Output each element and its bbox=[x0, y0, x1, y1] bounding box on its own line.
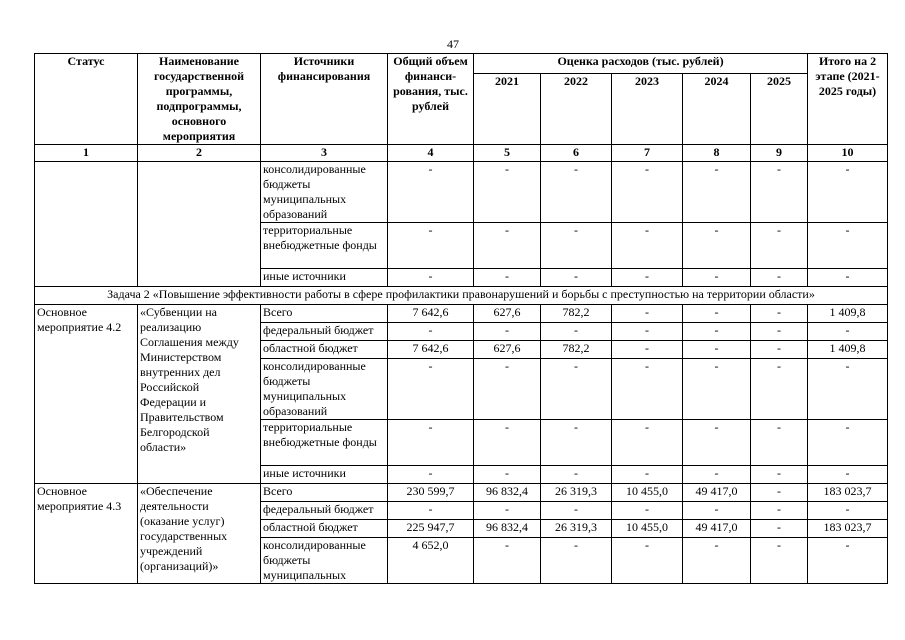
name-cell-empty bbox=[138, 162, 261, 287]
col-index: 7 bbox=[612, 145, 683, 162]
task-title: Задача 2 «Повышение эффективности работы в сфере профилактики правонарушений и борьбы с преступностью на территории области» bbox=[35, 287, 888, 305]
value-cell: 782,2 bbox=[541, 341, 612, 359]
value-cell: - bbox=[683, 305, 751, 323]
value-cell: 7 642,6 bbox=[388, 341, 474, 359]
value-cell: - bbox=[751, 484, 808, 502]
value-cell: - bbox=[808, 323, 888, 341]
col-year: 2025 bbox=[751, 74, 808, 145]
value-cell: - bbox=[808, 420, 888, 466]
col-index: 8 bbox=[683, 145, 751, 162]
task-row bbox=[35, 287, 888, 305]
value-cell: - bbox=[808, 359, 888, 420]
value-cell: 1 409,8 bbox=[808, 305, 888, 323]
source-cell: иные источники bbox=[261, 466, 388, 484]
value-cell: - bbox=[474, 269, 541, 287]
value-cell: - bbox=[612, 305, 683, 323]
value-cell: - bbox=[541, 323, 612, 341]
source-cell: областной бюджет bbox=[261, 341, 388, 359]
measure-status: Основное мероприятие 4.2 bbox=[35, 305, 138, 484]
col-year: 2024 bbox=[683, 74, 751, 145]
value-cell: - bbox=[751, 359, 808, 420]
page-number: 47 bbox=[447, 37, 459, 51]
col-stage-total: Итого на 2 этапе (2021-2025 годы) bbox=[808, 54, 888, 145]
value-cell: 49 417,0 bbox=[683, 484, 751, 502]
value-cell: - bbox=[808, 502, 888, 520]
column-index-row bbox=[35, 145, 888, 162]
measure-name: «Обеспечение деятельности (оказание услуг) государственных учреждений (организаций)» bbox=[138, 484, 261, 584]
value-cell: 26 319,3 bbox=[541, 484, 612, 502]
value-cell: - bbox=[474, 538, 541, 584]
value-cell: - bbox=[612, 223, 683, 269]
value-cell: - bbox=[474, 466, 541, 484]
value-cell: - bbox=[474, 359, 541, 420]
col-estimate: Оценка расходов (тыс. рублей) bbox=[474, 54, 808, 74]
value-cell: - bbox=[751, 520, 808, 538]
value-cell: - bbox=[683, 323, 751, 341]
col-year: 2022 bbox=[541, 74, 612, 145]
source-cell: иные источники bbox=[261, 269, 388, 287]
value-cell: - bbox=[808, 162, 888, 223]
col-index: 4 bbox=[388, 145, 474, 162]
table-row bbox=[35, 305, 888, 323]
value-cell: - bbox=[388, 323, 474, 341]
budget-table bbox=[34, 53, 888, 584]
value-cell: - bbox=[751, 420, 808, 466]
value-cell: - bbox=[751, 341, 808, 359]
col-index: 3 bbox=[261, 145, 388, 162]
col-index: 9 bbox=[751, 145, 808, 162]
value-cell: - bbox=[808, 538, 888, 584]
value-cell: 1 409,8 bbox=[808, 341, 888, 359]
source-cell: Всего bbox=[261, 305, 388, 323]
value-cell: - bbox=[751, 223, 808, 269]
col-program-name: Наименование государственной программы, подпрограммы, основного мероприятия bbox=[138, 54, 261, 145]
measure-status: Основное мероприятие 4.3 bbox=[35, 484, 138, 584]
value-cell: - bbox=[683, 162, 751, 223]
value-cell: - bbox=[808, 466, 888, 484]
col-index: 5 bbox=[474, 145, 541, 162]
value-cell: - bbox=[388, 502, 474, 520]
value-cell: - bbox=[474, 223, 541, 269]
value-cell: - bbox=[751, 502, 808, 520]
value-cell: - bbox=[388, 420, 474, 466]
value-cell: 4 652,0 bbox=[388, 538, 474, 584]
col-status: Статус bbox=[35, 54, 138, 145]
value-cell: - bbox=[541, 538, 612, 584]
value-cell: 7 642,6 bbox=[388, 305, 474, 323]
value-cell: - bbox=[683, 466, 751, 484]
value-cell: - bbox=[541, 223, 612, 269]
value-cell: 183 023,7 bbox=[808, 520, 888, 538]
value-cell: - bbox=[541, 162, 612, 223]
source-cell: территориальные внебюджетные фонды bbox=[261, 223, 388, 269]
value-cell: - bbox=[474, 502, 541, 520]
value-cell: 10 455,0 bbox=[612, 484, 683, 502]
value-cell: - bbox=[683, 223, 751, 269]
col-total-volume: Общий объем финанси-рования, тыс. рублей bbox=[388, 54, 474, 145]
col-sources: Источники финансирования bbox=[261, 54, 388, 145]
value-cell: 627,6 bbox=[474, 305, 541, 323]
status-cell-empty bbox=[35, 162, 138, 287]
value-cell: - bbox=[541, 502, 612, 520]
value-cell: 225 947,7 bbox=[388, 520, 474, 538]
value-cell: - bbox=[474, 162, 541, 223]
col-year: 2023 bbox=[612, 74, 683, 145]
source-cell: консолидированные бюджеты муниципальных образований bbox=[261, 162, 388, 223]
value-cell: - bbox=[612, 359, 683, 420]
value-cell: 26 319,3 bbox=[541, 520, 612, 538]
value-cell: - bbox=[541, 269, 612, 287]
value-cell: - bbox=[541, 359, 612, 420]
source-cell: федеральный бюджет bbox=[261, 502, 388, 520]
value-cell: - bbox=[474, 323, 541, 341]
value-cell: 96 832,4 bbox=[474, 484, 541, 502]
value-cell: - bbox=[751, 466, 808, 484]
value-cell: - bbox=[751, 305, 808, 323]
value-cell: 49 417,0 bbox=[683, 520, 751, 538]
value-cell: - bbox=[612, 538, 683, 584]
value-cell: - bbox=[751, 162, 808, 223]
value-cell: - bbox=[388, 466, 474, 484]
value-cell: - bbox=[612, 269, 683, 287]
source-cell: консолидированные бюджеты муниципальных bbox=[261, 538, 388, 584]
value-cell: 10 455,0 bbox=[612, 520, 683, 538]
value-cell: - bbox=[612, 323, 683, 341]
value-cell: 782,2 bbox=[541, 305, 612, 323]
value-cell: - bbox=[683, 420, 751, 466]
source-cell: Всего bbox=[261, 484, 388, 502]
value-cell: - bbox=[683, 502, 751, 520]
value-cell: - bbox=[388, 162, 474, 223]
value-cell: - bbox=[541, 420, 612, 466]
value-cell: - bbox=[612, 502, 683, 520]
value-cell: 183 023,7 bbox=[808, 484, 888, 502]
value-cell: - bbox=[388, 223, 474, 269]
value-cell: 96 832,4 bbox=[474, 520, 541, 538]
col-index: 10 bbox=[808, 145, 888, 162]
value-cell: - bbox=[388, 359, 474, 420]
source-cell: территориальные внебюджетные фонды bbox=[261, 420, 388, 466]
col-year: 2021 bbox=[474, 74, 541, 145]
value-cell: - bbox=[751, 323, 808, 341]
value-cell: - bbox=[683, 341, 751, 359]
col-index: 6 bbox=[541, 145, 612, 162]
value-cell: - bbox=[808, 223, 888, 269]
value-cell: - bbox=[808, 269, 888, 287]
value-cell: 627,6 bbox=[474, 341, 541, 359]
value-cell: - bbox=[474, 420, 541, 466]
value-cell: - bbox=[751, 269, 808, 287]
value-cell: - bbox=[612, 466, 683, 484]
value-cell: - bbox=[612, 162, 683, 223]
value-cell: - bbox=[683, 538, 751, 584]
value-cell: - bbox=[541, 466, 612, 484]
source-cell: консолидированные бюджеты муниципальных образований bbox=[261, 359, 388, 420]
value-cell: - bbox=[612, 341, 683, 359]
value-cell: - bbox=[683, 359, 751, 420]
value-cell: - bbox=[751, 538, 808, 584]
value-cell: - bbox=[612, 420, 683, 466]
table-row bbox=[35, 484, 888, 502]
value-cell: - bbox=[683, 269, 751, 287]
table-row bbox=[35, 162, 888, 223]
measure-name: «Субвенции на реализацию Соглашения между Министерством внутренних дел Российской Федерации и Правительством Белгородской области» bbox=[138, 305, 261, 484]
value-cell: - bbox=[388, 269, 474, 287]
col-index: 2 bbox=[138, 145, 261, 162]
value-cell: 230 599,7 bbox=[388, 484, 474, 502]
source-cell: областной бюджет bbox=[261, 520, 388, 538]
col-index: 1 bbox=[35, 145, 138, 162]
source-cell: федеральный бюджет bbox=[261, 323, 388, 341]
